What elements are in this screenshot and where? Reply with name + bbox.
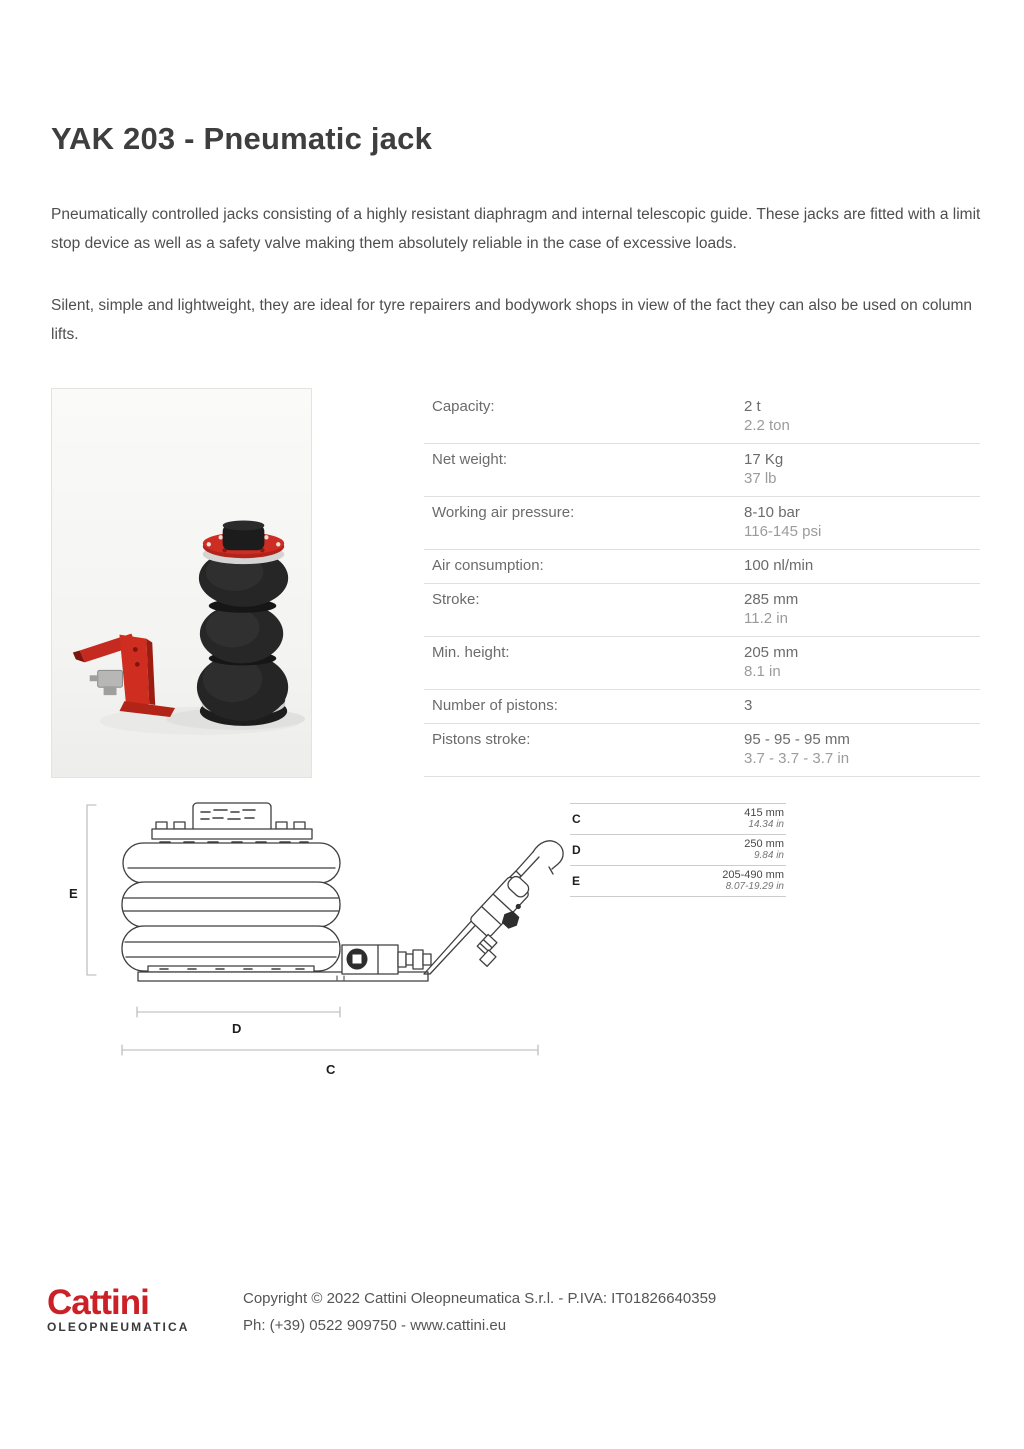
spec-value xyxy=(744,397,972,435)
drawing-label-c: C xyxy=(326,1062,336,1077)
handle-valve-assembly xyxy=(454,872,546,966)
contact-line: Ph: (+39) 0522 909750 - www.cattini.eu xyxy=(243,1317,507,1334)
spec-value-imperial: 2.2 ton xyxy=(744,417,790,434)
spec-value-metric: 95 - 95 - 95 mm xyxy=(744,731,850,748)
spec-value xyxy=(744,730,972,768)
spec-value-imperial: 3.7 - 3.7 - 3.7 in xyxy=(744,750,850,767)
dimension-row-e xyxy=(570,865,786,897)
intro-paragraph-2: Silent, simple and lightweight, they are ideal for tyre repairers and bodywork shops in view of the fact they can also be used on column lifts. xyxy=(51,297,973,343)
spec-label: Number of pistons: xyxy=(432,697,558,714)
dimension-values xyxy=(722,869,784,893)
intro-paragraph-1: Pneumatically controlled jacks consisting of a highly resistant diaphragm and internal telescopic guide. These jacks are fitted with a limit stop device as well as a safety valve making them absolutely reliable in the case of excessive loads. xyxy=(51,206,981,252)
technical-drawing-section xyxy=(0,790,1024,1095)
spec-value xyxy=(744,556,972,575)
page-title: YAK 203 - Pneumatic jack xyxy=(51,121,433,156)
logo-wordmark: Cattini xyxy=(47,1283,149,1322)
dimension-label: D xyxy=(572,843,581,857)
spec-value xyxy=(744,643,972,681)
spec-value-metric: 2 t xyxy=(744,398,761,415)
spec-value xyxy=(744,696,972,715)
dimension-mm: 415 mm xyxy=(744,807,784,819)
spec-value-metric: 285 mm xyxy=(744,591,799,608)
copyright-line: Copyright © 2022 Cattini Oleopneumatica S.r.l. - P.IVA: IT01826640359 xyxy=(243,1290,717,1307)
dimension-line-e xyxy=(87,805,96,975)
cattini-logo xyxy=(47,1283,190,1334)
dimension-mm: 250 mm xyxy=(744,838,784,850)
footer-text xyxy=(243,1285,716,1339)
dimension-label: E xyxy=(572,874,581,888)
dimension-mm: 205-490 mm xyxy=(722,869,784,881)
dimension-in: 9.84 in xyxy=(753,850,784,861)
spec-table xyxy=(424,391,980,777)
spec-label: Working air pressure: xyxy=(432,504,575,521)
spec-row-min-height xyxy=(424,637,980,690)
dimension-row-d xyxy=(570,834,786,865)
spec-label: Air consumption: xyxy=(432,557,544,574)
technical-drawing xyxy=(60,790,600,1090)
spec-value-imperial: 37 lb xyxy=(744,470,777,487)
dimension-values xyxy=(744,807,784,831)
product-photo-illustration xyxy=(52,389,311,777)
spec-value xyxy=(744,450,972,488)
spec-row-number-of-pistons xyxy=(424,690,980,724)
drawing-label-e: E xyxy=(69,886,78,901)
spec-value-imperial: 116-145 psi xyxy=(744,523,822,540)
dimension-label: C xyxy=(572,812,581,826)
spec-value-imperial: 11.2 in xyxy=(744,610,788,627)
dimension-line-d xyxy=(137,1007,340,1017)
spec-row-working-air-pressure xyxy=(424,497,980,550)
spec-value-metric: 205 mm xyxy=(744,644,799,661)
spec-label: Capacity: xyxy=(432,398,495,415)
dimension-row-c xyxy=(570,803,786,834)
spec-row-capacity xyxy=(424,391,980,444)
spec-label: Net weight: xyxy=(432,451,508,468)
spec-value-metric: 100 nl/min xyxy=(744,557,814,574)
spec-value xyxy=(744,503,972,541)
spec-value-metric: 8-10 bar xyxy=(744,504,800,521)
spec-row-pistons-stroke xyxy=(424,724,980,777)
dimension-in: 8.07-19.29 in xyxy=(725,881,784,892)
spec-label: Min. height: xyxy=(432,644,510,661)
spec-value-metric: 3 xyxy=(744,697,753,714)
dimension-in: 14.34 in xyxy=(748,819,784,830)
spec-value-imperial: 8.1 in xyxy=(744,663,781,680)
spec-row-air-consumption xyxy=(424,550,980,584)
logo-subtitle: OLEOPNEUMATICA xyxy=(47,1320,190,1334)
spec-row-stroke xyxy=(424,584,980,637)
dimension-line-c xyxy=(122,1045,538,1055)
jack-handle-bracket xyxy=(73,634,175,717)
spec-row-net-weight xyxy=(424,444,980,497)
spec-value-metric: 17 Kg xyxy=(744,451,784,468)
spec-value xyxy=(744,590,972,628)
drawing-label-d: D xyxy=(232,1021,242,1036)
spec-label: Pistons stroke: xyxy=(432,731,531,748)
product-photo xyxy=(51,388,312,778)
spec-label: Stroke: xyxy=(432,591,480,608)
dimension-values xyxy=(744,838,784,862)
dimension-table xyxy=(570,803,786,897)
